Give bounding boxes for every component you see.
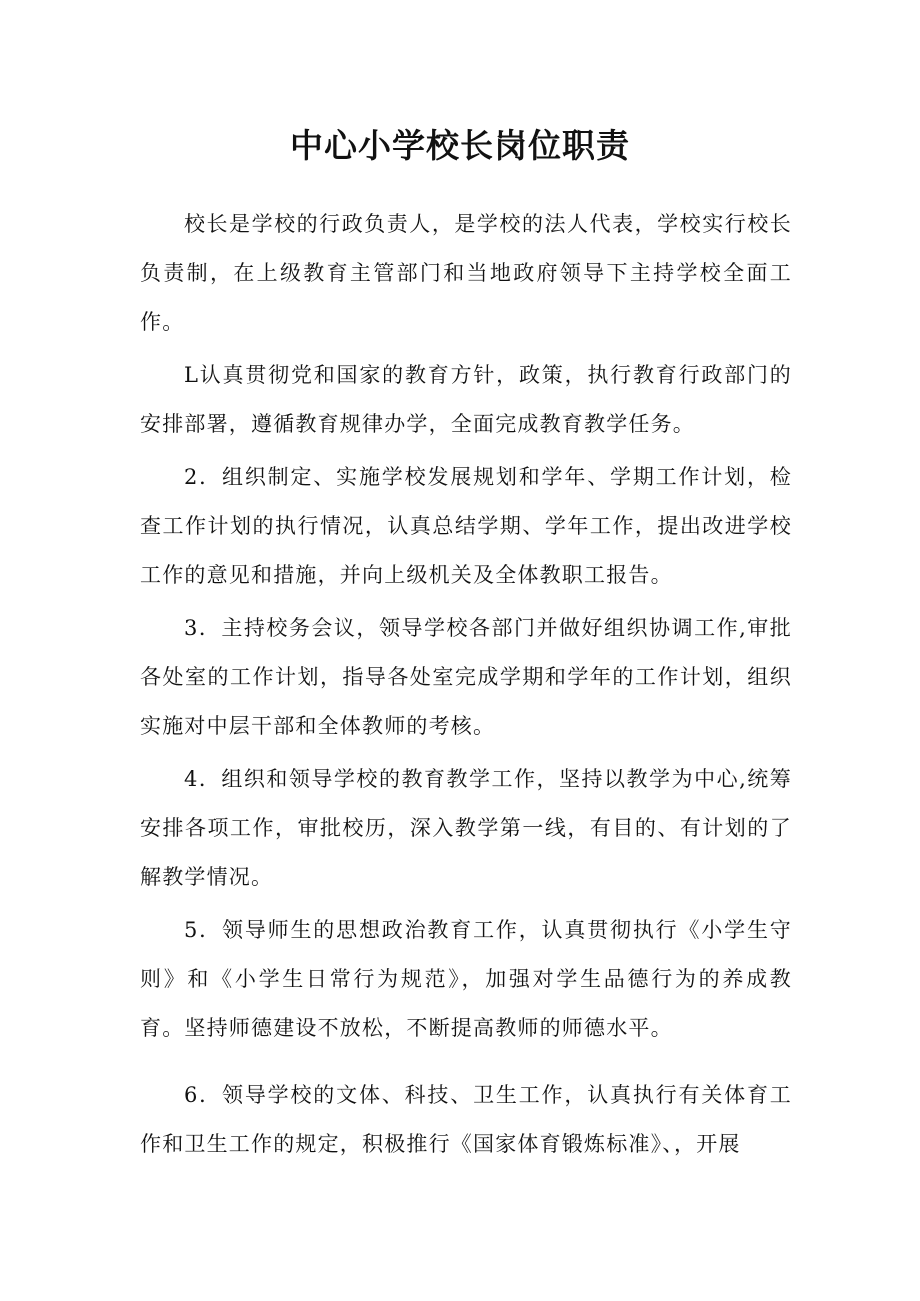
paragraph-item-6: 6．领导学校的文体、科技、卫生工作，认真执行有关体育工作和卫生工作的规定，积极推行《国家体育锻炼标准》、，开展 [140,1083,792,1156]
document-body [140,200,792,1173]
paragraph-item-3: 3．主持校务会议，领导学校各部门并做好组织协调工作,审批各处室的工作计划，指导各处室完成学期和学年的工作计划，组织实施对中层干部和全体教师的考核。 [140,616,792,738]
paragraph-intro: 校长是学校的行政负责人，是学校的法人代表，学校实行校长负责制，在上级教育主管部门和当地政府领导下主持学校全面工作。 [140,212,792,334]
paragraph-item-1: L认真贯彻党和国家的教育方针，政策，执行教育行政部门的安排部署，遵循教育规律办学，全面完成教育教学任务。 [140,363,792,436]
paragraph-item-4: 4．组织和领导学校的教育教学工作，坚持以教学为中心,统筹安排各项工作，审批校历，深入教学第一线，有目的、有计划的了解教学情况。 [140,767,792,889]
paragraph-item-2: 2．组织制定、实施学校发展规划和学年、学期工作计划，检查工作计划的执行情况，认真总结学期、学年工作，提出改进学校工作的意见和措施，并向上级机关及全体教职工报告。 [140,465,792,587]
page-title: 中心小学校长岗位职责 [290,126,630,165]
paragraph-item-5: 5．领导师生的思想政治教育工作，认真贯彻执行《小学生守则》和《小学生日常行为规范》，加强对学生品德行为的养成教育。坚持师德建设不放松，不断提高教师的师德水平。 [140,918,792,1040]
